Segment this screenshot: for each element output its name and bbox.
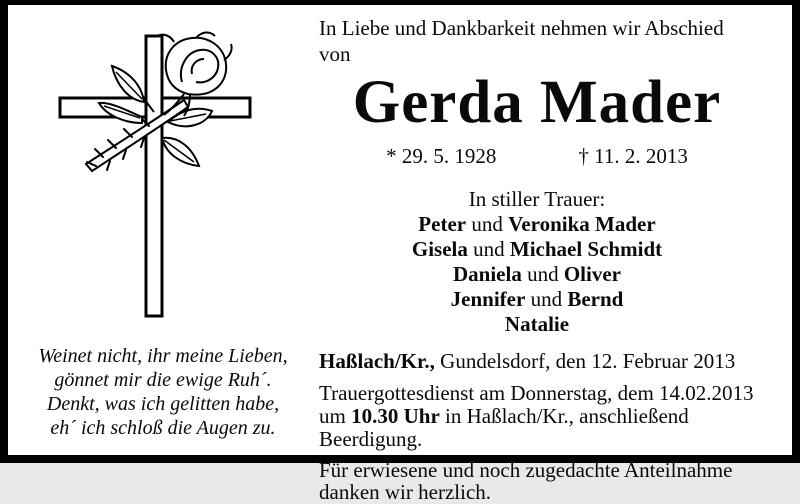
- mourner-line: Daniela und Oliver: [453, 262, 621, 286]
- service-time: 10.30 Uhr: [351, 404, 440, 428]
- thanks-line-2: danken wir herzlich.: [319, 480, 492, 504]
- service-line-2: um 10.30 Uhr in Haßlach/Kr., anschließend Beerdigung.: [319, 404, 689, 451]
- mourner-line: Jennifer und Bernd: [450, 287, 624, 311]
- poem-line: eh´ ich schloß die Augen zu.: [50, 417, 276, 439]
- thanks-note: [319, 459, 755, 503]
- notice-text-column: [319, 15, 755, 503]
- poem-line: gönnet mir die ewige Ruh´.: [54, 369, 272, 391]
- service-info: [319, 382, 755, 451]
- mourner-line: Natalie: [504, 312, 570, 336]
- service-line-1: Trauergottesdienst am Donnerstag, dem 14.02.2013: [319, 381, 754, 405]
- death-date: † 11. 2. 2013: [578, 144, 688, 168]
- intro-line: In Liebe und Dankbarkeit nehmen wir Abschied von: [319, 16, 724, 66]
- place-rest: Gundelsdorf, den 12. Februar 2013: [440, 349, 736, 373]
- rose-bloom: [166, 38, 226, 95]
- mourning-header: In stiller Trauer:: [468, 187, 606, 211]
- poem-line: Weinet nicht, ihr meine Lieben,: [38, 345, 288, 367]
- cross-vertical-beam: [146, 36, 162, 316]
- mourning-poem: [28, 344, 298, 440]
- mourner-line: Gisela und Michael Schmidt: [411, 237, 663, 261]
- place-name: Haßlach/Kr.,: [319, 349, 435, 373]
- place-date-line: [319, 349, 755, 374]
- mourner-line: Peter und Veronika Mader: [418, 212, 656, 236]
- mourners-list: [319, 212, 755, 337]
- life-dates: [319, 143, 755, 169]
- birth-date: * 29. 5. 1928: [386, 144, 497, 168]
- poem-line: Denkt, was ich gelitten habe,: [46, 393, 280, 415]
- thanks-line-1: Für erwiesene und noch zugedachte Anteilnahme: [319, 458, 733, 482]
- deceased-name: Gerda Mader: [352, 69, 722, 136]
- cross-and-rose-image: [56, 30, 256, 320]
